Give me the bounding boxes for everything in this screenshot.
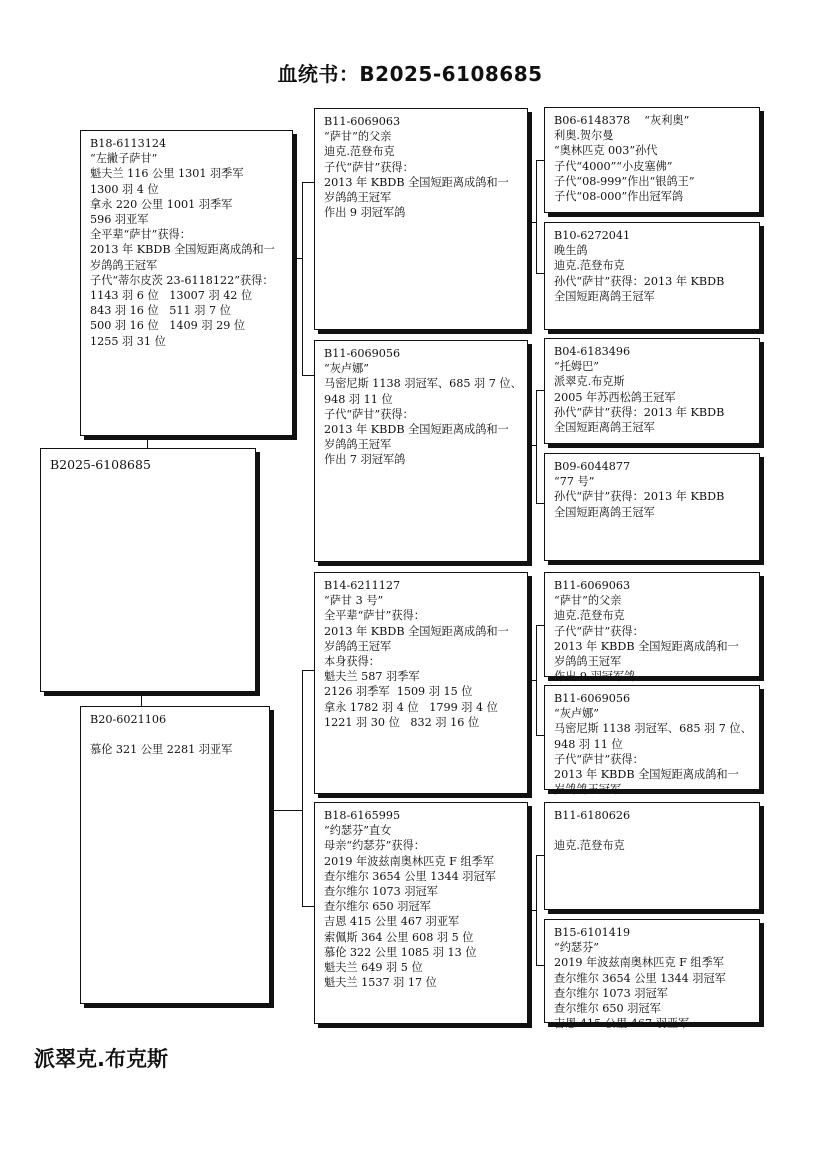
sire-sire-card bbox=[314, 108, 528, 330]
sire-line-1: B18-6113124 bbox=[90, 137, 167, 150]
ss-line-1: B11-6069063 bbox=[324, 115, 401, 128]
connector-line bbox=[302, 182, 314, 183]
connector-line bbox=[536, 855, 544, 856]
ss-line-7: 作出 9 羽冠军鸽 bbox=[324, 206, 406, 220]
dam-line-1: B20-6021106 bbox=[90, 713, 167, 726]
dss-line-1: B11-6069063 bbox=[554, 579, 631, 592]
sire-dam-card bbox=[314, 340, 528, 562]
connector-line bbox=[293, 258, 302, 259]
subject-ring-number: B2025-6108685 bbox=[50, 457, 151, 472]
connector-line bbox=[536, 625, 537, 735]
sd-line-5: 子代“萨甘”获得： bbox=[324, 407, 414, 421]
connector-line bbox=[536, 965, 544, 966]
ddd-line-3: 2019 年波兹南奥林匹克 F 组季军 bbox=[554, 956, 724, 970]
dsd-line-5: 子代“萨甘”获得： bbox=[554, 752, 644, 766]
ssd-line-1: B10-6272041 bbox=[554, 229, 631, 242]
ddd-line-5: 查尔维尔 1073 羽冠军 bbox=[554, 986, 668, 1000]
connector-line bbox=[528, 445, 536, 446]
ds-line-1: B14-6211127 bbox=[324, 579, 401, 592]
sdd-line-2: “77 号” bbox=[554, 475, 595, 489]
connector-line bbox=[536, 273, 544, 274]
connector-line bbox=[536, 625, 544, 626]
connector-line bbox=[536, 390, 544, 391]
connector-line bbox=[302, 670, 314, 671]
sire-line-10: 子代“蒂尔皮茨 23-6118122”获得： bbox=[90, 273, 274, 287]
ds-line-8: 2126 羽季军 1509 羽 15 位 bbox=[324, 685, 473, 699]
sdd-card bbox=[544, 453, 760, 561]
sd-line-6: 2013 年 KBDB 全国短距离成鸽和一 bbox=[324, 423, 509, 437]
sds-line-3: 派翠克.布克斯 bbox=[554, 375, 625, 389]
sire-line-11: 1143 羽 6 位 13007 羽 42 位 bbox=[90, 289, 253, 303]
dd-line-3: 母亲“约瑟芬”获得： bbox=[324, 839, 425, 853]
sss-line-3: “奥林匹克 003”孙代 bbox=[554, 144, 658, 158]
dsd-card bbox=[544, 685, 760, 797]
sd-line-1: B11-6069056 bbox=[324, 347, 401, 360]
dd-line-9: 索佩斯 364 公里 608 羽 5 位 bbox=[324, 930, 474, 944]
ssd-card bbox=[544, 222, 760, 330]
connector-line bbox=[302, 375, 314, 376]
ddd-card bbox=[544, 919, 760, 1031]
sdd-line-3: 孙代“萨甘”获得：2013 年 KBDB bbox=[554, 490, 725, 504]
connector-line bbox=[270, 810, 302, 811]
connector-line bbox=[528, 680, 536, 681]
ds-line-6: 本身获得： bbox=[324, 655, 380, 669]
sire-line-7: 全平辈“萨甘”获得： bbox=[90, 228, 191, 242]
ddd-line-6: 查尔维尔 650 羽冠军 bbox=[554, 1002, 661, 1016]
dss-line-6: 岁鸽鸽王冠军 bbox=[554, 655, 622, 669]
sds-line-1: B04-6183496 bbox=[554, 345, 631, 358]
dsd-line-7: 岁鸽鸽王冠军 bbox=[554, 783, 622, 797]
ddd-line-4: 查尔维尔 3654 公里 1344 羽冠军 bbox=[554, 971, 726, 985]
sss-card bbox=[544, 107, 760, 213]
sire-line-9: 岁鸽鸽王冠军 bbox=[90, 258, 158, 272]
connector-line bbox=[536, 160, 537, 273]
dds-card bbox=[544, 802, 760, 910]
sss-line-4: 子代“4000”“小皮塞佛” bbox=[554, 159, 673, 173]
dsd-line-2: “灰卢娜” bbox=[554, 707, 600, 721]
sds-line-4: 2005 年苏西松鸽王冠军 bbox=[554, 390, 676, 404]
sss-line-6: 子代“08-000”作出冠军鸽 bbox=[554, 190, 684, 204]
sire-line-4: 1300 羽 4 位 bbox=[90, 182, 159, 196]
sds-line-6: 全国短距离鸽王冠军 bbox=[554, 421, 655, 435]
ds-line-10: 1221 羽 30 位 832 羽 16 位 bbox=[324, 715, 480, 729]
ds-line-3: 全平辈“萨甘”获得： bbox=[324, 609, 425, 623]
ddd-line-1: B15-6101419 bbox=[554, 926, 631, 939]
dss-line-4: 子代“萨甘”获得： bbox=[554, 624, 644, 638]
sds-line-2: “托姆巴” bbox=[554, 360, 600, 374]
ss-line-2: “萨甘”的父亲 bbox=[324, 130, 392, 144]
sdd-line-1: B09-6044877 bbox=[554, 460, 631, 473]
ssd-line-5: 全国短距离鸽王冠军 bbox=[554, 289, 655, 303]
dds-spacer bbox=[554, 823, 750, 838]
ds-line-4: 2013 年 KBDB 全国短距离成鸽和一 bbox=[324, 624, 509, 638]
connector-line bbox=[302, 670, 303, 906]
connector-line bbox=[302, 906, 314, 907]
connector-line bbox=[536, 503, 544, 504]
sire-line-8: 2013 年 KBDB 全国短距离成鸽和一 bbox=[90, 243, 275, 257]
dss-card bbox=[544, 572, 760, 684]
connector-line bbox=[536, 160, 544, 161]
ss-line-6: 岁鸽鸽王冠军 bbox=[324, 191, 392, 205]
dds-line-3: 迪克.范登布克 bbox=[554, 839, 625, 853]
sire-card bbox=[80, 130, 293, 436]
sire-line-2: “左撇子萨甘” bbox=[90, 152, 158, 166]
breeder-name: 派翠克.布克斯 bbox=[34, 1047, 168, 1071]
dam-spacer bbox=[90, 727, 260, 742]
sd-line-7: 岁鸽鸽王冠军 bbox=[324, 438, 392, 452]
ds-line-2: “萨甘 3 号” bbox=[324, 594, 384, 608]
connector-line bbox=[528, 222, 536, 223]
sd-line-3: 马密尼斯 1138 羽冠军、685 羽 7 位、 bbox=[324, 377, 522, 391]
dd-line-6: 查尔维尔 1073 羽冠军 bbox=[324, 885, 438, 899]
dd-line-4: 2019 年波兹南奥林匹克 F 组季军 bbox=[324, 854, 494, 868]
dd-line-12: 魁夫兰 1537 羽 17 位 bbox=[324, 976, 437, 990]
sire-line-5: 拿永 220 公里 1001 羽季军 bbox=[90, 197, 233, 211]
dsd-line-1: B11-6069056 bbox=[554, 692, 631, 705]
ds-line-7: 魁夫兰 587 羽季军 bbox=[324, 670, 420, 684]
connector-line bbox=[528, 910, 536, 911]
dd-line-10: 慕伦 322 公里 1085 羽 13 位 bbox=[324, 945, 477, 959]
sss-line-1: B06-6148378 “灰利奥” bbox=[554, 114, 690, 127]
sire-line-3: 魁夫兰 116 公里 1301 羽季军 bbox=[90, 167, 244, 181]
sds-card bbox=[544, 338, 760, 444]
sire-line-14: 1255 羽 31 位 bbox=[90, 334, 166, 348]
connector-line bbox=[536, 390, 537, 503]
connector-line bbox=[141, 692, 142, 706]
sds-line-5: 孙代“萨甘”获得：2013 年 KBDB bbox=[554, 405, 725, 419]
ssd-line-2: 晚生鸽 bbox=[554, 244, 588, 258]
dsd-line-3: 马密尼斯 1138 羽冠军、685 羽 7 位、 bbox=[554, 722, 752, 736]
ssd-line-4: 孙代“萨甘”获得：2013 年 KBDB bbox=[554, 274, 725, 288]
sire-line-13: 500 羽 16 位 1409 羽 29 位 bbox=[90, 319, 246, 333]
dss-line-7: 作出 9 羽冠军鸽 bbox=[554, 670, 636, 684]
ss-line-5: 2013 年 KBDB 全国短距离成鸽和一 bbox=[324, 175, 509, 189]
ddd-line-2: “约瑟芬” bbox=[554, 941, 600, 955]
sire-line-12: 843 羽 16 位 511 羽 7 位 bbox=[90, 304, 231, 318]
connector-line bbox=[302, 182, 303, 375]
dss-line-5: 2013 年 KBDB 全国短距离成鸽和一 bbox=[554, 639, 739, 653]
ss-line-3: 迪克.范登布克 bbox=[324, 145, 395, 159]
ddd-line-7: 吉恩 415 公里 467 羽亚军 bbox=[554, 1017, 690, 1031]
connector-line bbox=[536, 855, 537, 965]
dd-line-2: “约瑟芬”直女 bbox=[324, 824, 392, 838]
dsd-line-6: 2013 年 KBDB 全国短距离成鸽和一 bbox=[554, 768, 739, 782]
sd-line-8: 作出 7 羽冠军鸽 bbox=[324, 453, 406, 467]
sss-line-5: 子代“08-999”作出“银鸽王” bbox=[554, 174, 695, 188]
dam-sire-card bbox=[314, 572, 528, 794]
dam-dam-card bbox=[314, 802, 528, 1024]
sdd-line-4: 全国短距离鸽王冠军 bbox=[554, 505, 655, 519]
page-title: 血统书：B2025-6108685 bbox=[277, 62, 543, 86]
ss-line-4: 子代“萨甘”获得： bbox=[324, 160, 414, 174]
dam-line-3: 慕伦 321 公里 2281 羽亚军 bbox=[90, 743, 233, 757]
dd-line-8: 吉恩 415 公里 467 羽亚军 bbox=[324, 915, 460, 929]
dds-line-1: B11-6180626 bbox=[554, 809, 631, 822]
dam-card bbox=[80, 706, 270, 1004]
ds-line-5: 岁鸽鸽王冠军 bbox=[324, 639, 392, 653]
subject-card bbox=[40, 448, 256, 692]
ssd-line-3: 迪克.范登布克 bbox=[554, 259, 625, 273]
sd-line-4: 948 羽 11 位 bbox=[324, 392, 393, 406]
dd-line-1: B18-6165995 bbox=[324, 809, 401, 822]
dsd-line-4: 948 羽 11 位 bbox=[554, 737, 623, 751]
sss-line-2: 利奥.贺尔曼 bbox=[554, 129, 614, 143]
sire-line-6: 596 羽亚军 bbox=[90, 213, 149, 227]
connector-line bbox=[536, 735, 544, 736]
sd-line-2: “灰卢娜” bbox=[324, 362, 370, 376]
ds-line-9: 拿永 1782 羽 4 位 1799 羽 4 位 bbox=[324, 700, 498, 714]
dss-line-3: 迪克.范登布克 bbox=[554, 609, 625, 623]
dd-line-7: 查尔维尔 650 羽冠军 bbox=[324, 900, 431, 914]
dss-line-2: “萨甘”的父亲 bbox=[554, 594, 622, 608]
dd-line-5: 查尔维尔 3654 公里 1344 羽冠军 bbox=[324, 869, 496, 883]
connector-line bbox=[147, 436, 148, 448]
dd-line-11: 魁夫兰 649 羽 5 位 bbox=[324, 961, 423, 975]
